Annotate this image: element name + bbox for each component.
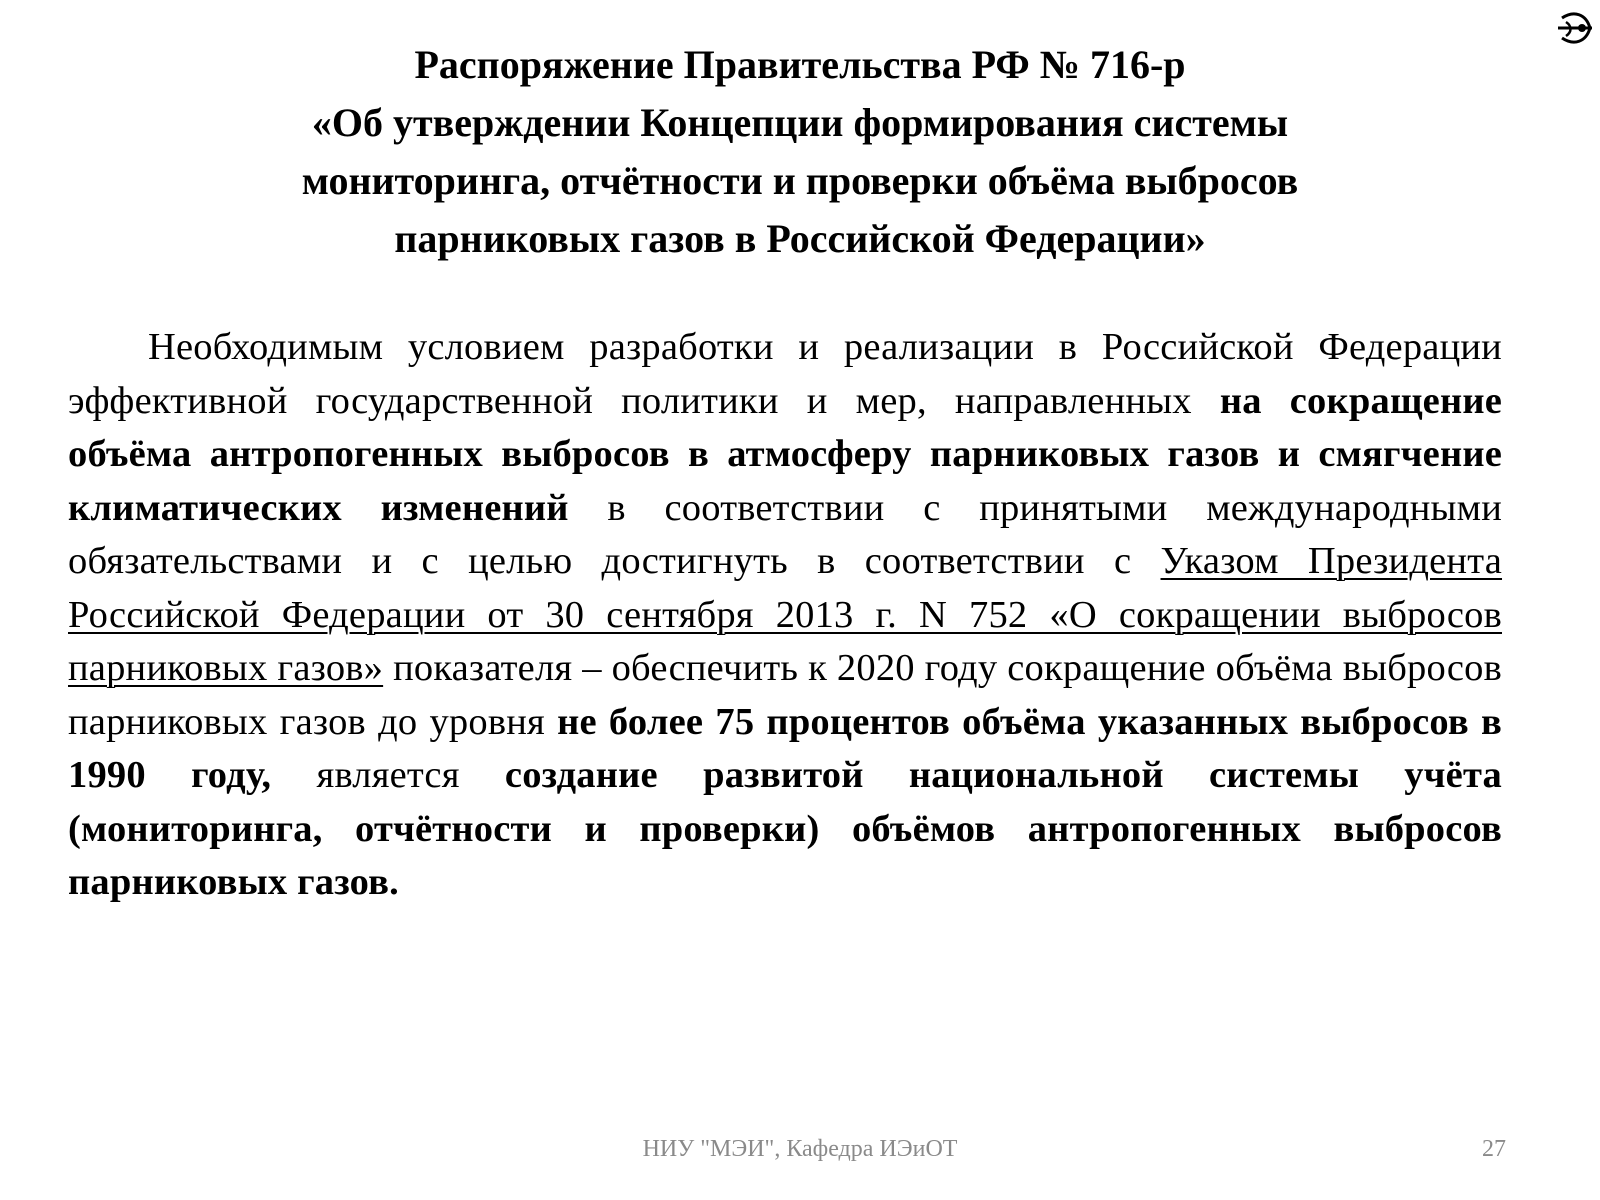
- page-number: 27: [1482, 1136, 1506, 1162]
- title-line-3: мониторинга, отчётности и проверки объёма выбросов: [301, 158, 1299, 203]
- decree-link[interactable]: Указом Президента Российской Федерации от 30 сентября 2013 г. N 752 «О сокращении выбросов парниковых газов»: [68, 540, 1503, 689]
- body-paragraph: [68, 321, 1502, 910]
- body-bold-segment: на сокращение объёма антропогенных выбросов в атмосферу парниковых газов и смягчение климатических изменений: [68, 379, 1502, 529]
- title-line-2: «Об утверждении Концепции формирования системы: [311, 100, 1289, 145]
- body-text-segment: в соответствии с принятыми международными обязательствами и с целью достигнуть в соответствии с: [68, 486, 1502, 582]
- title-line-1: Распоряжение Правительства РФ № 716-р: [414, 42, 1186, 87]
- footer-text: НИУ "МЭИ", Кафедра ИЭиОТ: [642, 1136, 958, 1162]
- body-bold-segment: не более 75 процентов объёма указанных выбросов в 1990 году,: [68, 700, 1502, 796]
- slide-title: [100, 36, 1500, 268]
- body-text-segment: является: [271, 754, 505, 796]
- title-line-4: парниковых газов в Российской Федерации»: [394, 216, 1206, 261]
- body-text-segment: Необходимым условием разработки и реализации в Российской Федерации эффективной государственной политики и мер, направленных: [68, 326, 1502, 422]
- body-bold-segment: создание развитой национальной системы учёта (мониторинга, отчётности и проверки) объёмов антропогенных выбросов парниковых газов.: [68, 754, 1502, 903]
- body-text-segment: показателя – обеспечить к 2020 году сокращение объёма выбросов парниковых газов до уровня: [68, 647, 1502, 743]
- university-emblem-icon: [1556, 6, 1596, 56]
